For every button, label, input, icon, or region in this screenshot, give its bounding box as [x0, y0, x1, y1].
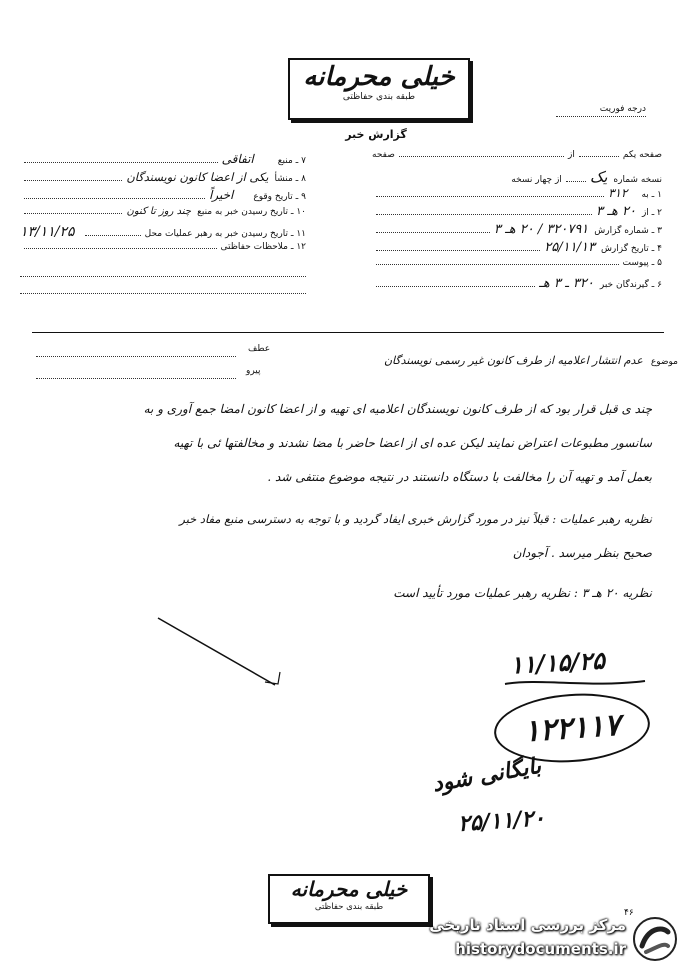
- subject-row: [316, 354, 678, 367]
- watermark-text-fa: مرکز بررسی اسناد تاریخی: [429, 916, 626, 934]
- field-occurrence-date: ۹ ـ تاریخ وقوع اخیراً: [20, 188, 306, 206]
- field-source-received-date: ۱۰ ـ تاریخ رسیدن خبر به منبع چند روز تا کنون: [20, 206, 306, 224]
- field-page: صفحه یکم از صفحه: [372, 150, 662, 160]
- page-number: ۴۶: [624, 908, 634, 918]
- field-report-date: ۴ ـ تاریخ گزارش ۲۵/۱۱/۱۳: [372, 240, 662, 258]
- priority-label: درجه فوریت: [556, 104, 646, 117]
- handwritten-date-bottom: ۲۵/۱۱/۲۰: [457, 804, 546, 838]
- bottom-stamp-subtitle: طبقه بندی حفاظتی: [314, 902, 384, 912]
- field-report-number: ۳ ـ شماره گزارش ۳۲۰۷۹۱ / ۲۰ هـ ۳: [372, 222, 662, 240]
- operations-leader-opinion: [32, 512, 652, 620]
- opinion-line-2: صحیح بنظر میرسد . آجودان: [512, 546, 652, 560]
- field-security-notes: ۱۲ ـ ملاحظات حفاظتی: [20, 242, 306, 260]
- left-dotted-line-1: [36, 356, 236, 357]
- subject-text: عدم انتشار اعلامیه از طرف کانون غیر رسمی نویسندگان: [383, 354, 643, 367]
- archive-number: ۱۲۲۱۱۷: [522, 707, 622, 749]
- bottom-stamp-title: خیلی محرمانه: [290, 877, 408, 901]
- reference-label: عطف: [248, 344, 271, 354]
- field-from: ۲ ـ از ۲۰ هـ ۳: [372, 204, 662, 222]
- subject-label: موضوع: [650, 357, 678, 367]
- pen-mark-lines: [150, 610, 290, 690]
- top-classification-stamp: [288, 58, 470, 120]
- watermark-url: historydocuments.ir: [455, 940, 626, 958]
- field-origin: ۸ ـ منشأ یکی از اعضا کانون نویسندگان: [20, 170, 306, 188]
- body-line-2: سانسور مطبوعات اعتراض نمایند لیکن عده ای از اعضا حاضر با مضا نشدند و مخالفتها ئی با تهیه: [173, 436, 652, 450]
- header-separator: [32, 332, 664, 333]
- report-body: [32, 402, 652, 504]
- body-line-3: بعمل آمد و تهیه آن را مخالفت با دستگاه دانستند در نتیجه موضوع منتفی شد .: [267, 470, 652, 484]
- top-stamp-subtitle: طبقه بندی حفاظتی: [342, 92, 416, 102]
- opinion-line-1: نظریه رهبر عملیات : قبلاً نیز در مورد گزارش خبری ایفاد گردید و با توجه به دسترسی منبع مفاد خبر: [179, 512, 652, 526]
- top-stamp-title: خیلی محرمانه: [303, 62, 455, 92]
- field-copy-number: نسخه شماره یک از چهار نسخه: [511, 168, 662, 186]
- report-title: گزارش خبر: [345, 128, 407, 141]
- field-attachment: ۵ ـ پیوست: [372, 258, 662, 276]
- date-underline: [500, 676, 650, 690]
- field-to: ۱ ـ به ۳۱۲: [372, 186, 662, 204]
- handwritten-date-top: ۱۱/۱۵/۲۵: [509, 645, 606, 680]
- handwritten-archive-note: بایگانی شود: [430, 752, 543, 798]
- opinion-line-3: نظریه ۲۰ هـ ۳ : نظریه رهبر عملیات مورد تأیید است: [393, 586, 652, 600]
- follow-up-label: پیرو: [246, 366, 261, 376]
- left-fields: [20, 152, 306, 294]
- left-dotted-line-2: [36, 378, 236, 379]
- watermark-logo-icon: [632, 916, 678, 962]
- field-recipients: ۶ ـ گیرندگان خبر ۳۲۰ ـ ۳ هـ: [372, 276, 662, 294]
- field-source: ۷ ـ منبع اتفاقی: [20, 152, 306, 170]
- body-line-1: چند ی قبل قرار بود که از طرف کانون نویسندگان اعلامیه ای تهیه و از اعضا کانون امضا جمع آوری و به: [143, 402, 652, 416]
- right-fields: [372, 150, 662, 294]
- field-leader-received-date: ۱۱ ـ تاریخ رسیدن خبر به رهبر عملیات محل ۱۳/۱۱/۲۵: [20, 224, 306, 240]
- watermark: [398, 910, 682, 968]
